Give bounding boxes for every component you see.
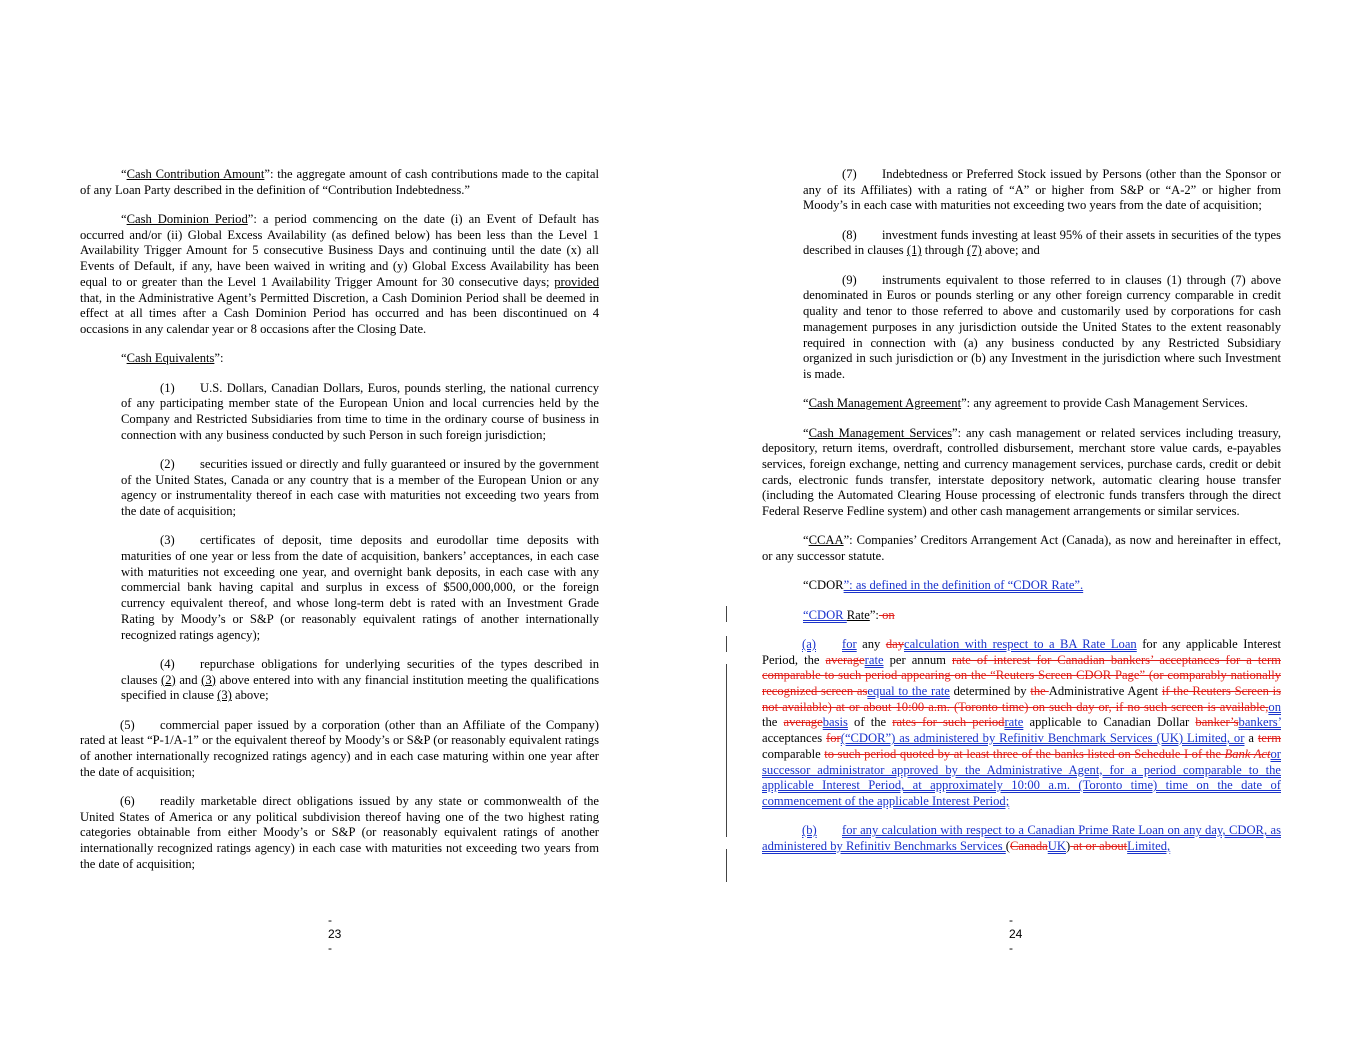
clause-reference[interactable]: (3) xyxy=(217,688,232,703)
inserted-text: or successor administrator approved by the Administrative Agent, for a period comparable to the applicable Interest Period, at approximately 10:00 a.m. (Toronto time) time on the date of commencement of the applicable Interest Period; xyxy=(762,746,1281,808)
clause-reference[interactable]: (3) xyxy=(201,672,216,687)
defined-term: Cash Equivalents xyxy=(126,351,215,366)
clause-reference[interactable]: (2) xyxy=(161,672,176,687)
inserted-text: ”: as defined in the definition of “CDOR Rate”. xyxy=(843,578,1084,593)
page-number: - 24 - xyxy=(1009,913,1023,955)
definition-text: that, in the Administrative Agent’s Permitted Discretion, a Cash Dominion Period shall be deemed in effect at all times after a Cash Dominion Period has occurred and has been discontinued on 4 occasions in any calendar year or 8 occasions after the Closing Date. xyxy=(80,290,599,336)
defined-term: Cash Management Services xyxy=(808,425,952,440)
inserted-text: basis xyxy=(822,715,848,730)
item-text: commercial paper issued by a corporation (other than an Affiliate of the Company) rated at least “P-1/A-1” or the equivalent thereof by Moody’s or S&P (or reasonably equivalent ratings of another internationally recognized ratings agency) and in each case maturing within one year after the date of acquisition; xyxy=(80,717,599,779)
provided-keyword: provided xyxy=(554,274,599,289)
inserted-text: equal to the rate xyxy=(867,684,950,699)
change-bar xyxy=(726,849,727,882)
definition-text: ”: xyxy=(869,607,879,622)
cash-equivalents-item-8 xyxy=(762,228,1281,259)
clause-text: acceptances xyxy=(762,731,827,746)
quote-open: “ xyxy=(803,425,809,440)
definition-text: ”: Companies’ Creditors Arrangement Act (Canada), as now and hereinafter in effect, or any successor statute. xyxy=(762,533,1281,564)
deleted-text: term xyxy=(1257,731,1281,746)
definition-text: ”: any agreement to provide Cash Management Services. xyxy=(961,396,1248,411)
deleted-text: for xyxy=(826,731,841,746)
inserted-text: on xyxy=(1268,699,1281,714)
def-cdor xyxy=(762,578,1281,594)
item-text: securities issued or directly and fully guaranteed or insured by the government of the United States, Canada or any country that is a member of the European Union or any agency or instrumentality thereof in each case with maturities not exceeding two years from the date of acquisition; xyxy=(121,456,599,519)
inserted-text: bankers’ xyxy=(1238,715,1281,730)
clause-text: the xyxy=(762,715,784,730)
right-column xyxy=(762,167,1281,868)
cash-equivalents-item-5 xyxy=(80,718,599,781)
definition-text: ”: a period commencing on the date (i) an Event of Default has occurred and/or (ii) Global Excess Availability (as defined below) has been less than the Level 1 Availability Trigger Amount for 5 consecutive Business Days and continuing until the date (x) all Events of Default, if any, have been waived in writing and (y) Global Excess Availability has been equal to or greater than the Level 1 Availability Trigger Amount for 30 consecutive days; xyxy=(80,212,599,289)
inserted-text: for any calculation with respect to a Canadian Prime Rate Loan on any day, CDOR, as administered by Refinitiv Benchmarks Services xyxy=(762,823,1281,853)
clause-text: any xyxy=(856,636,886,651)
clause-text: determined by xyxy=(949,684,1031,699)
deleted-text: if the Reuters Screen is not available) at or about 10:00 a.m. (Toronto time) on such day or, if no such screen is available, xyxy=(762,684,1282,714)
deleted-text: Canada xyxy=(1009,838,1048,853)
item-text: repurchase obligations for underlying securities of the types described in clauses xyxy=(121,656,599,687)
deleted-text: to such period quoted by at least three of the banks listed on Schedule I of the xyxy=(824,746,1225,761)
quote-open: “ xyxy=(803,533,809,548)
defined-term: Cash Dominion Period xyxy=(126,212,248,226)
inserted-text: rate xyxy=(1004,715,1024,730)
item-number: (6) xyxy=(120,793,135,808)
item-text: through xyxy=(921,243,968,258)
clause-number: (b) xyxy=(802,823,817,838)
clause-number: (a) xyxy=(802,636,816,651)
item-number: (3) xyxy=(160,533,175,548)
deleted-text: average xyxy=(783,715,823,730)
item-number: (4) xyxy=(160,656,175,671)
quote-open: “ xyxy=(121,167,127,181)
cash-equivalents-item-7 xyxy=(762,167,1281,214)
defined-term: Rate xyxy=(846,607,870,622)
inserted-text: UK xyxy=(1047,838,1066,853)
clause-text: of the xyxy=(847,715,893,730)
definition-text: ”: any cash management or related services including treasury, depository, return items, overdraft, controlled disbursement, merchant store value cards, e-payables services, foreign exchange, netting and currency management services, purchase cards, credit or debit cards, electronic funds transfer, interstate depository network, automatic clearing house transfer (including the Automated Clearing House processing of electronic funds transfers through the direct Federal Reserve Fedline system) and other cash management arrangements or similar services. xyxy=(762,425,1281,519)
left-column xyxy=(80,167,599,886)
defined-term: CCAA xyxy=(808,533,844,548)
deleted-text: the xyxy=(1030,684,1049,699)
deleted-text: banker’s xyxy=(1195,715,1239,730)
def-cash-equivalents xyxy=(80,351,599,367)
change-bar xyxy=(726,606,727,622)
clause-reference[interactable]: (7) xyxy=(967,243,982,258)
item-number: (9) xyxy=(842,272,857,287)
clause-text: applicable to Canadian Dollar xyxy=(1023,715,1196,730)
item-number: (1) xyxy=(160,380,175,395)
cash-equivalents-item-9 xyxy=(762,273,1281,383)
def-ccaa xyxy=(762,533,1281,564)
deleted-text: at or about xyxy=(1070,838,1128,853)
change-bar xyxy=(726,664,727,837)
deleted-text: average xyxy=(825,652,865,667)
item-text: above entered into with any financial institution meeting the qualifications specified in clause xyxy=(121,672,599,703)
inserted-text: for xyxy=(842,636,857,651)
item-text: U.S. Dollars, Canadian Dollars, Euros, pounds sterling, the national currency of any participating member state of the European Union and local currencies held by the Company and Restricted Subsidiaries from time to time in the ordinary course of business in connection with any business conducted by such Person in such foreign jurisdiction; xyxy=(121,380,599,442)
cdor-rate-clause-b xyxy=(762,823,1281,854)
quote-open: “ xyxy=(803,396,809,411)
page-number: - 23 - xyxy=(328,913,342,955)
clause-text: comparable xyxy=(762,746,825,761)
item-text: certificates of deposit, time deposits and eurodollar time deposits with maturities of one year or less from the date of acquisition, bankers’ acceptances, in each case with maturities not exceeding one year, and overnight bank deposits, in each case with any commercial bank having capital and surplus in excess of $500,000,000, or the foreign currency equivalent thereof, and whose long-term debt is rated with an Investment Grade Rating by Moody’s or S&P (or reasonably equivalent ratings of another internationally recognized ratings agency); xyxy=(121,533,599,642)
deleted-text: rates for such period xyxy=(892,715,1005,730)
defined-term: Cash Management Agreement xyxy=(808,396,962,411)
clause-text: per annum xyxy=(883,652,953,667)
def-cash-dominion-period xyxy=(80,212,599,338)
inserted-text: rate xyxy=(864,652,884,667)
clause-text: for any applicable Interest Period, the xyxy=(762,636,1281,667)
clause-text: a xyxy=(1244,731,1258,746)
defined-term: “CDOR xyxy=(803,578,844,593)
quote-open: “ xyxy=(121,351,127,366)
deleted-text: on xyxy=(878,607,895,622)
cdor-rate-clause-a xyxy=(762,637,1281,810)
deleted-text: Bank Act xyxy=(1224,746,1271,761)
inserted-text: Limited, xyxy=(1127,838,1171,853)
definition-text: ”: the aggregate amount of cash contributions made to the capital of any Loan Party described in the definition of “Contribution Indebtedness.” xyxy=(80,167,599,197)
item-number: (7) xyxy=(842,167,857,181)
item-text: above; and xyxy=(981,243,1040,258)
cash-equivalents-item-6 xyxy=(80,794,599,873)
cash-equivalents-item-2 xyxy=(80,457,599,520)
item-text: readily marketable direct obligations issued by any state or commonwealth of the United States of America or any political subdivision thereof having one of the two highest rating categories obtainable from either Moody’s or S&P (or reasonably equivalent ratings of another internationally recognized ratings agency) in each case with maturities not exceeding two years from the date of acquisition; xyxy=(80,793,599,871)
def-cash-management-agreement xyxy=(762,396,1281,412)
item-text: Indebtedness or Preferred Stock issued by Persons (other than the Sponsor or any of its Affiliates) with a rating of “A” or higher from S&P or “A-2” or higher from Moody’s in each case with maturities not exceeding two years from the date of acquisition; xyxy=(803,167,1281,213)
item-number: (8) xyxy=(842,227,857,242)
cash-equivalents-item-1 xyxy=(80,381,599,444)
inserted-text: (“CDOR”) as administered by Refinitiv Benchmark Services (UK) Limited, or xyxy=(840,731,1245,746)
quote-open: “ xyxy=(121,212,127,226)
cash-equivalents-item-4 xyxy=(80,657,599,704)
deleted-text: day xyxy=(885,636,904,651)
inserted-text: calculation with respect to a BA Rate Loan xyxy=(904,636,1137,651)
clause-text: ) xyxy=(1065,838,1071,853)
inserted-text: “CDOR xyxy=(803,607,847,622)
definition-text: ”: xyxy=(214,351,224,366)
def-cdor-rate xyxy=(762,608,1281,624)
change-bar xyxy=(726,636,727,652)
clause-text: ( xyxy=(1005,838,1010,853)
item-text: investment funds investing at least 95% of their assets in securities of the types described in clauses xyxy=(803,227,1281,258)
clause-reference[interactable]: (1) xyxy=(906,243,922,258)
item-number: (5) xyxy=(120,717,135,732)
clause-text: Administrative Agent xyxy=(1048,684,1162,699)
deleted-text: rate of interest for Canadian bankers’ acceptances for a term comparable to such period appearing on the “Reuters Screen CDOR Page” (or comparably nationally recognized screen as xyxy=(762,652,1281,699)
cash-equivalents-item-3 xyxy=(80,533,599,643)
item-text: and xyxy=(175,672,202,687)
defined-term: Cash Contribution Amount xyxy=(126,167,265,181)
item-number: (2) xyxy=(160,456,175,471)
item-text: above; xyxy=(231,688,269,703)
def-cash-contribution-amount xyxy=(80,167,599,198)
item-text: instruments equivalent to those referred to in clauses (1) through (7) above denominated in Euros or pounds sterling or any other foreign currency comparable in credit quality and tenor to those referred to above and customarily used by corporations for cash management purposes in any jurisdiction outside the United States to the extent reasonably required in connection with (a) any business conducted by any Restricted Subsidiary organized in such jurisdiction or (b) any Investment in the jurisdiction where such Investment is made. xyxy=(803,272,1281,381)
def-cash-management-services xyxy=(762,426,1281,520)
